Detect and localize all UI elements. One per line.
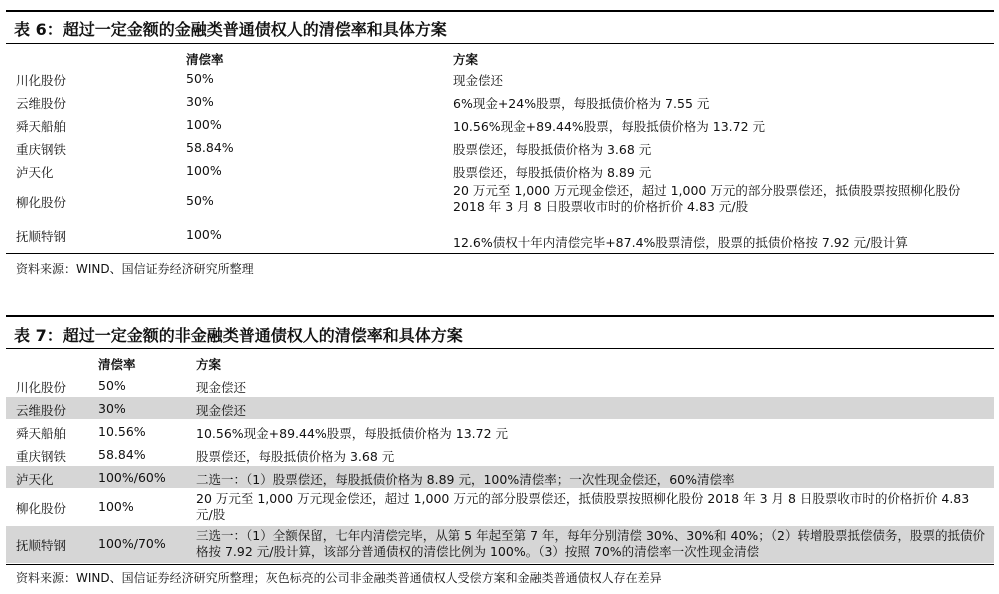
company-cell: 云维股份: [16, 403, 67, 418]
table-7-title-rule: [6, 348, 994, 349]
company-cell: 柳化股份: [16, 501, 67, 516]
plan-cell: 现金偿还: [453, 73, 504, 88]
table-7-header-rate: 清偿率: [98, 357, 136, 372]
plan-cell: 6%现金+24%股票，每股抵债价格为 7.55 元: [453, 96, 710, 111]
plan-cell: 股票偿还，每股抵债价格为 3.68 元: [196, 449, 395, 464]
plan-cell: 三选一：（1）全额保留，七年内清偿完毕，从第 5 年起至第 7 年，每年分别清偿 30%、30%和 40%；（2）转增股票抵偿债务，股票的抵债价格按 7.92 元/股计算，该部分普通债权的清偿比例为 100%。（3）按照 70%的清偿率一次性现金清偿: [196, 528, 986, 559]
table-row: [6, 223, 994, 251]
company-cell: 柳化股份: [16, 195, 67, 210]
plan-cell: 现金偿还: [196, 380, 247, 395]
rate-cell: 100%: [186, 227, 222, 242]
plan-cell: 20 万元至 1,000 万元现金偿还，超过 1,000 万元的部分股票偿还，抵债股票按照柳化股份 2018 年 3 月 8 日股票收市时的价格折价 4.83 元/股: [196, 491, 970, 522]
rate-cell: 58.84%: [186, 140, 234, 155]
table-7-top-rule: [6, 315, 994, 317]
rate-cell: 50%: [98, 378, 126, 393]
rate-cell: 100%: [186, 163, 222, 178]
rate-cell: 58.84%: [98, 447, 146, 462]
table-6-title-rule: [6, 43, 994, 44]
plan-cell: 12.6%债权十年内清偿完毕+87.4%股票清偿，股票的抵债价格按 7.92 元/股计算: [453, 235, 908, 250]
table-7-source-note: 资料来源：WIND、国信证券经济研究所整理；灰色标亮的公司非金融类普通债权人受偿方案和金融类普通债权人存在差异: [16, 571, 662, 585]
rate-cell: 10.56%: [98, 424, 146, 439]
rate-cell: 30%: [98, 401, 126, 416]
rate-cell: 50%: [186, 193, 214, 208]
company-cell: 泸天化: [16, 165, 54, 180]
rate-cell: 100%/60%: [98, 470, 166, 485]
company-cell: 重庆钢铁: [16, 142, 67, 157]
table-6-header-plan: 方案: [453, 52, 479, 67]
table-row: [6, 374, 994, 396]
company-cell: 舜天船舶: [16, 426, 67, 441]
table-7-bottom-rule: [6, 564, 994, 565]
company-cell: 川化股份: [16, 73, 67, 88]
rate-cell: 30%: [186, 94, 214, 109]
table-row: [6, 90, 994, 113]
plan-cell: 股票偿还，每股抵债价格为 3.68 元: [453, 142, 652, 157]
table-6-bottom-rule: [6, 253, 994, 254]
company-cell: 重庆钢铁: [16, 449, 67, 464]
table-row: [6, 489, 994, 525]
table-row-shaded: [6, 397, 994, 419]
plan-cell: 10.56%现金+89.44%股票，每股抵债价格为 13.72 元: [196, 426, 509, 441]
company-cell: 抚顺特钢: [16, 229, 67, 244]
rate-cell: 50%: [186, 71, 214, 86]
table-row: [6, 443, 994, 465]
table-row: [6, 67, 994, 90]
plan-cell: 10.56%现金+89.44%股票，每股抵债价格为 13.72 元: [453, 119, 766, 134]
table-6-title: 表 6：超过一定金额的金融类普通债权人的清偿率和具体方案: [14, 20, 447, 39]
company-cell: 抚顺特钢: [16, 538, 67, 553]
plan-cell: 股票偿还，每股抵债价格为 8.89 元: [453, 165, 652, 180]
company-cell: 泸天化: [16, 472, 54, 487]
company-cell: 舜天船舶: [16, 119, 67, 134]
company-cell: 云维股份: [16, 96, 67, 111]
table-row: [6, 181, 994, 221]
table-7: [6, 300, 994, 594]
table-row: [6, 159, 994, 181]
table-row-shaded: [6, 466, 994, 488]
rate-cell: 100%: [98, 499, 134, 514]
table-row: [6, 420, 994, 442]
company-cell: 川化股份: [16, 380, 67, 395]
table-6-top-rule: [6, 10, 994, 12]
table-6: [6, 0, 994, 290]
table-6-source-note: 资料来源：WIND、国信证券经济研究所整理: [16, 262, 254, 276]
table-6-header-rate: 清偿率: [186, 52, 224, 67]
plan-cell: 20 万元至 1,000 万元现金偿还，超过 1,000 万元的部分股票偿还，抵债股票按照柳化股份 2018 年 3 月 8 日股票收市时的价格折价 4.83 元/股: [453, 183, 961, 214]
table-row-shaded: [6, 526, 994, 563]
table-row: [6, 136, 994, 159]
table-7-title: 表 7：超过一定金额的非金融类普通债权人的清偿率和具体方案: [14, 326, 463, 345]
plan-cell: 二选一：（1）股票偿还，每股抵债价格为 8.89 元，100%清偿率；一次性现金偿还，60%清偿率: [196, 472, 735, 487]
plan-cell: 现金偿还: [196, 403, 247, 418]
table-row: [6, 113, 994, 136]
rate-cell: 100%: [186, 117, 222, 132]
rate-cell: 100%/70%: [98, 536, 166, 551]
table-7-header-plan: 方案: [196, 357, 222, 372]
